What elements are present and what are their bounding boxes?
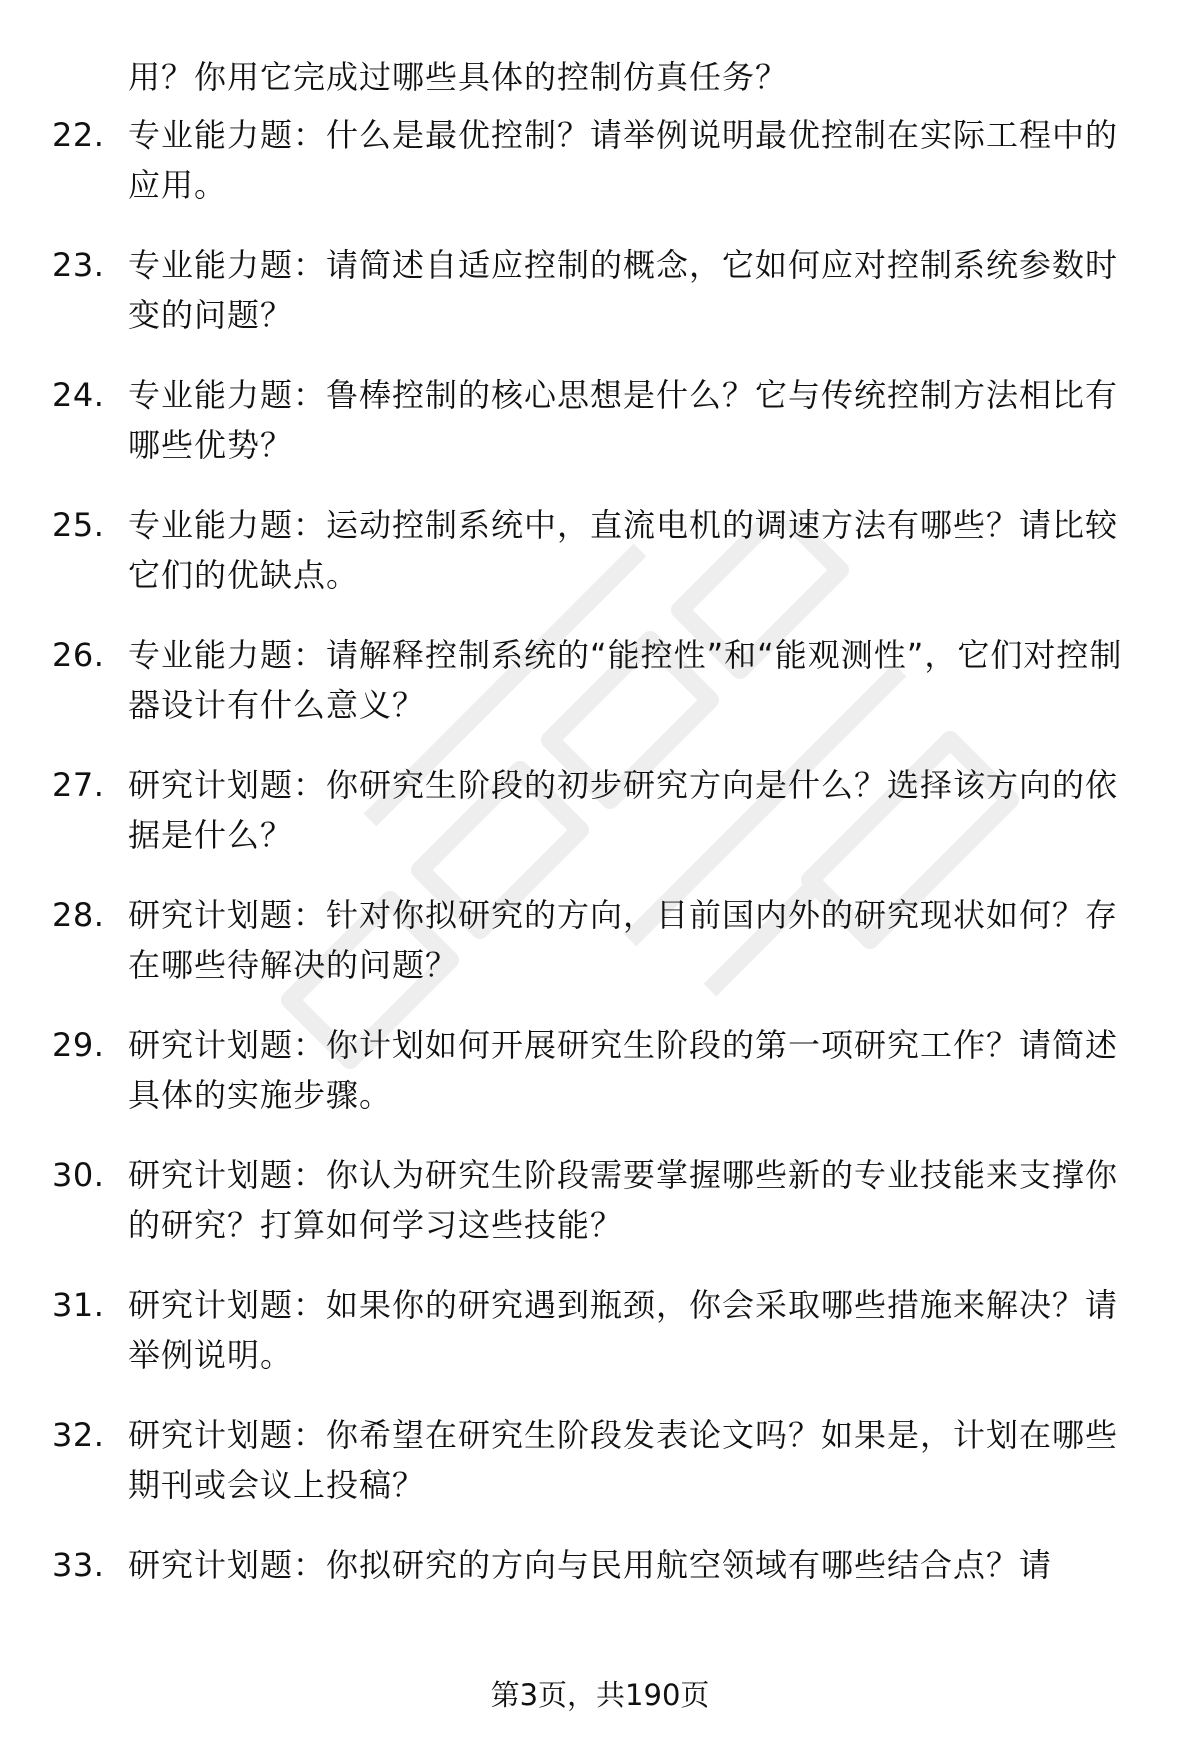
question-number: 29. <box>52 1026 105 1064</box>
question-text: 专业能力题：请简述自适应控制的概念，它如何应对控制系统参数时变的问题？ <box>128 246 1119 334</box>
list-item <box>0 500 1200 630</box>
list-item <box>0 760 1200 890</box>
list-item <box>0 1150 1200 1280</box>
question-number: 32. <box>52 1416 105 1454</box>
list-item <box>0 1020 1200 1150</box>
question-text: 研究计划题：你研究生阶段的初步研究方向是什么？选择该方向的依据是什么？ <box>128 766 1119 854</box>
list-item <box>0 1280 1200 1410</box>
question-number: 22. <box>52 116 105 154</box>
question-number: 24. <box>52 376 105 414</box>
question-text: 研究计划题：你认为研究生阶段需要掌握哪些新的专业技能来支撑你的研究？打算如何学习这些技能？ <box>128 1156 1119 1244</box>
list-item <box>0 1540 1200 1670</box>
list-item <box>0 240 1200 370</box>
list-item <box>0 110 1200 240</box>
question-text: 专业能力题：请解释控制系统的“能控性”和“能观测性”，它们对控制器设计有什么意义？ <box>128 636 1123 724</box>
question-list <box>0 52 1200 1670</box>
question-text: 研究计划题：你希望在研究生阶段发表论文吗？如果是，计划在哪些期刊或会议上投稿？ <box>128 1416 1119 1504</box>
list-item <box>0 370 1200 500</box>
question-text: 专业能力题：鲁棒控制的核心思想是什么？它与传统控制方法相比有哪些优势？ <box>128 376 1119 464</box>
list-item <box>0 1410 1200 1540</box>
question-text: 用？你用它完成过哪些具体的控制仿真任务？ <box>128 58 789 96</box>
question-text: 研究计划题：针对你拟研究的方向，目前国内外的研究现状如何？存在哪些待解决的问题？ <box>128 896 1119 984</box>
question-number: 33. <box>52 1546 105 1584</box>
question-number: 26. <box>52 636 105 674</box>
question-number: 28. <box>52 896 105 934</box>
list-item <box>0 890 1200 1020</box>
list-item <box>0 630 1200 760</box>
list-item <box>0 52 1200 110</box>
question-number: 25. <box>52 506 105 544</box>
question-text: 专业能力题：运动控制系统中，直流电机的调速方法有哪些？请比较它们的优缺点。 <box>128 506 1119 594</box>
question-text: 研究计划题：如果你的研究遇到瓶颈，你会采取哪些措施来解决？请举例说明。 <box>128 1286 1119 1374</box>
question-number: 30. <box>52 1156 105 1194</box>
question-text: 研究计划题：你拟研究的方向与民用航空领域有哪些结合点？请 <box>128 1546 1053 1584</box>
question-number: 27. <box>52 766 105 804</box>
question-number: 31. <box>52 1286 105 1324</box>
page-footer: 第3页，共190页 <box>490 1678 710 1712</box>
question-text: 研究计划题：你计划如何开展研究生阶段的第一项研究工作？请简述具体的实施步骤。 <box>128 1026 1119 1114</box>
question-text: 专业能力题：什么是最优控制？请举例说明最优控制在实际工程中的应用。 <box>128 116 1119 204</box>
question-number: 23. <box>52 246 105 284</box>
